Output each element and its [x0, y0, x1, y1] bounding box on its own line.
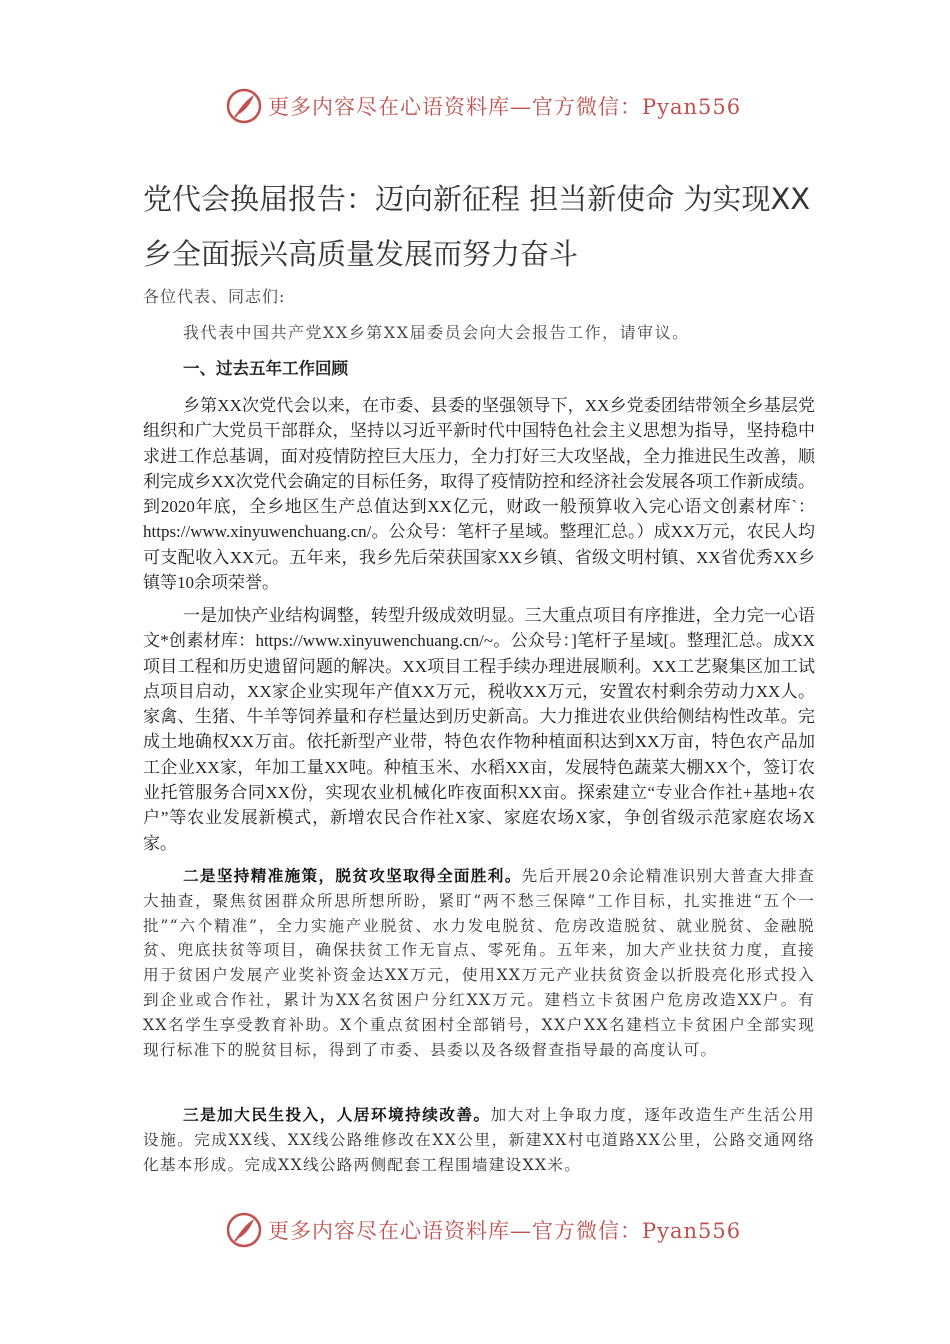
- paragraph-lead: 三是加大民生投入，人居环境持续改善。: [183, 1105, 491, 1124]
- body-paragraph: 乡第XX次党代会以来，在市委、县委的坚强领导下，XX乡党委团结带领全乡基层党组织和广大党员干部群众，坚持以习近平新时代中国特色社会主义思想为指导，坚持稳中求进工作总基调，面对疫情防控巨大压力，全力打好三大攻坚战，全力推进民生改善，顺利完成乡XX次党代会确定的目标任务，取得了疫情防控和经济社会发展各项工作新成绩。到2020年底，全乡地区生产总值达到XX亿元，财政一般预算收入完心语文创素材库`：https://www.xinyuwenchuang.cn/。公众号：笔杆子星域。整理汇总。）成XX万元，农民人均可支配收入XX元。五年来，我乡先后荣获国家XX乡镇、省级文明村镇、XX省优秀XX乡镇等10余项荣誉。: [143, 396, 815, 593]
- intro-paragraph: 我代表中国共产党XX乡第XX届委员会向大会报告工作，请审议。: [183, 323, 690, 342]
- watermark-text: 更多内容尽在心语资料库—官方微信：Pyan556: [268, 1219, 742, 1243]
- feather-logo-icon: [226, 1212, 262, 1248]
- paragraph-body: 加大对上争取力度，逐年改造生产生活公用设施。完成XX线、XX线公路维修改在XX公里，新建XX村屯道路XX公里，公路交通网络化基本形成。完成XX线公路两侧配套工程围墙建设XX米。: [143, 1106, 816, 1174]
- body-paragraph: [143, 1103, 815, 1177]
- section-heading: 一、过去五年工作回顾: [183, 359, 348, 378]
- document-title: 党代会换届报告：迈向新征程 担当新使命 为实现XX乡全面振兴高质量发展而努力奋斗: [143, 182, 811, 271]
- greeting: 各位代表、同志们:: [143, 287, 286, 306]
- body-paragraph: [143, 864, 815, 1062]
- feather-logo-icon: [226, 88, 262, 124]
- watermark-text: 更多内容尽在心语资料库—官方微信：Pyan556: [268, 95, 742, 119]
- paragraph-lead: 二是坚持精准施策，脱贫攻坚取得全面胜利。: [183, 866, 522, 885]
- paragraph-body: 先后开展20余论精准识别大普查大排查大抽查，聚焦贫困群众所思所想所盼，紧盯“两不愁三保障”工作目标，扎实推进“五个一批”“六个精准”，全力实施产业脱贫、水力发电脱贫、危房改造脱贫、就业脱贫、金融脱贫、兜底扶贫等项目，确保扶贫工作无盲点、零死角。五年来，加大产业扶贫力度，直接用于贫困户发展产业奖补资金达XX万元，使用XX万元产业扶贫资金以折股亮化形式投入到企业或合作社，累计为XX名贫困户分红XX万元。建档立卡贫困户危房改造XX户。有XX名学生享受教育补助。X个重点贫困村全部销号，XX户XX名建档立卡贫困户全部实现现行标准下的脱贫目标，得到了市委、县委以及各级督查指导最的高度认可。: [143, 867, 815, 1059]
- body-paragraph: 一是加快产业结构调整，转型升级成效明显。三大重点项目有序推进，全力完一心语文*创素材库：https://www.xinyuwenchuang.cn/~。公众号：]笔杆子星域[。整理汇总。成XX项目工程和历史遗留问题的解决。XX项目工程手续办理进展顺利。XX工艺聚集区加工试点项目启动，XX家企业实现年产值XX万元，税收XX万元，安置农村剩余劳动力XX人。家禽、生猪、牛羊等饲养量和存栏量达到历史新高。大力推进农业供给侧结构性改革。完成土地确权XX万亩。依托新型产业带，特色农作物种植面积达到XX万亩，特色农产品加工企业XX家，年加工量XX吨。种植玉米、水稻XX亩，发展特色蔬菜大棚XX个，签订农业托管服务合同XX份，实现农业机械化昨夜面积XX亩。探索建立“专业合作社+基地+农户”等农业发展新模式，新增农民合作社X家、家庭农场X家，争创省级示范家庭农场X家。: [143, 606, 815, 853]
- footer-watermark-banner: [226, 1210, 746, 1250]
- header-watermark-banner: [226, 86, 746, 126]
